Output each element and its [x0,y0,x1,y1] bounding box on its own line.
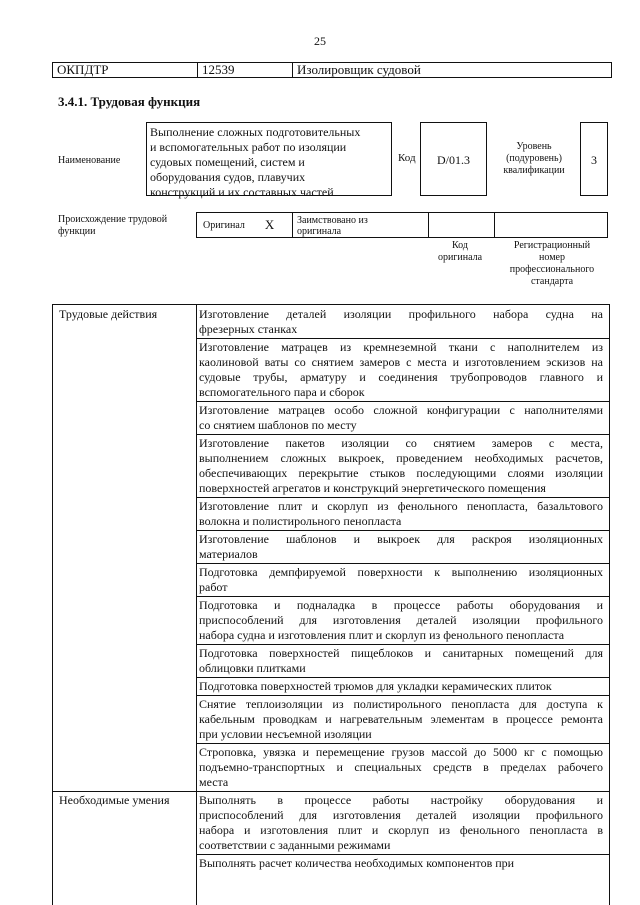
column-divider [196,305,197,905]
row-separator [196,563,609,564]
row-line: Подготовка демпфируемой поверхности к выполнению изоляционных [199,565,603,579]
code-original-line: оригинала [437,252,483,263]
row-line: со снятием шаблонов по месту [199,418,357,432]
row-line: набора судна и изготовления плит и скорлуп из фенольного пенопласта [199,628,565,642]
row-line: Подготовка поверхностей трюмов для укладки керамических плиток [199,679,552,693]
row-line: Изготовление плит и скорлуп из фенольного пенопласта, базальтового [199,499,603,513]
origin-row [196,212,608,238]
row-line: места [199,775,229,789]
registration-cell [495,213,607,237]
row-line: обеспечивающих перекрытие стыков последующими слоями изоляции [199,466,603,480]
level-label-line: квалификации [503,165,565,176]
function-code: D/01.3 [420,122,487,196]
borrowed-line: Заимствовано из [297,215,368,226]
row-line: материалов [199,547,258,561]
table-row [199,499,603,529]
page-number: 25 [314,34,326,48]
row-line: кабельным проводкам и нагревательным элементам в процессе ремонта [199,712,603,726]
original-label: Оригинал [203,219,245,231]
table-row [199,532,603,562]
level-label-line: Уровень [516,141,552,152]
group-label: Необходимые умения [59,793,170,807]
table-row [199,598,603,643]
table-row [199,565,603,595]
section-title: 3.4.1. Трудовая функция [58,94,201,109]
row-separator [196,677,609,678]
table-row [199,646,603,676]
group-label: Трудовые действия [59,307,158,321]
okpdtr-code: 12539 [198,63,293,77]
row-line: Строповка, увязка и перемещение грузов массой до 5000 кг с помощью [199,745,603,759]
registration-line: номер [539,252,565,263]
row-separator [196,530,609,531]
registration-line: Регистрационный [513,240,591,251]
row-line: Изготовление пакетов изоляции со снятием замеров с места, [199,436,603,450]
code-original-line: Код [452,240,468,251]
function-name-line: и вспомогательных работ по изоляции [150,140,347,154]
row-line: при условии несъемной изоляции [199,727,372,741]
row-line: Изготовление шаблонов и выкроек для раскроя изоляционных [199,532,603,546]
origin-original-cell [197,213,293,237]
table-row [199,436,603,496]
code-original-cell [429,213,495,237]
row-line: Выполнять расчет количества необходимых компонентов при [199,856,515,870]
function-name-line: судовых помещений, систем и [150,155,305,169]
table-row [199,745,603,790]
row-line: Подготовка поверхностей пищеблоков и санитарных помещений для [199,646,603,660]
table-row [199,307,603,337]
table-row [199,679,603,694]
origin-label [58,214,198,238]
row-separator [196,401,609,402]
okpdtr-title: Изолировщик судовой [297,63,421,77]
row-separator [196,854,609,855]
borrowed-cell [293,213,429,237]
row-line: судовые трубы, арматуру и соединения трубопроводов главного и [199,370,603,384]
row-line: соответствии с заданными режимами [199,838,391,852]
row-line: выполнением сложных выкроек, проведением необходимых расчетов, [199,451,603,465]
origin-label-line: Происхождение трудовой [58,214,168,225]
borrowed-line: оригинала [297,226,342,237]
row-line: набора и изготовления плит и скорлуп из фенольного пенопласта в [199,823,603,837]
row-line: Изготовление деталей изоляции профильного набора судна на [199,307,603,321]
table-row [199,340,603,400]
group-separator [53,791,609,792]
code-original-label [428,240,492,264]
row-line: Снятие теплоизоляции из полистирольного пенопласта для доступа к [199,697,603,711]
origin-label-line: функции [58,226,96,237]
row-line: приспособлений для изготовления деталей изоляции профильного [199,808,603,822]
name-label: Наименование [58,155,121,166]
qualification-level: 3 [580,122,608,196]
row-separator [196,497,609,498]
table-row [199,856,603,871]
row-separator [196,338,609,339]
registration-label [496,240,608,288]
row-line: облицовки плитками [199,661,306,675]
functions-table [52,304,610,905]
row-separator [196,743,609,744]
row-separator [196,644,609,645]
row-line: Подготовка и подналадка в процессе работы оборудования и [199,598,603,612]
row-separator [196,596,609,597]
registration-line: профессионального [509,264,595,275]
row-line: Изготовление матрацев особо сложной конфигурации с наполнителями [199,403,603,417]
table-row [199,793,603,853]
row-separator [196,434,609,435]
function-name-line: Выполнение сложных подготовительных [150,125,361,139]
function-name-line: оборудования судов, плавучих [150,170,306,184]
original-mark: X [264,217,275,232]
level-label [490,141,578,177]
row-line: Выполнять в процессе работы настройку оборудования и [199,793,603,807]
row-line: Изготовление матрацев из кремнеземной ткани с наполнителем из [199,340,603,354]
okpdtr-label: ОКПДТР [53,63,198,77]
okpdtr-row [52,62,612,78]
row-separator [196,695,609,696]
row-line: подъемно-транспортных и специальных средств в пределах рабочего [199,760,603,774]
row-line: работ [199,580,228,594]
function-name-box [146,122,392,199]
row-line: фрезерных станках [199,322,298,336]
row-line: приспособлений для изготовления деталей изоляции профильного [199,613,603,627]
row-line: каолиновой ваты со снятием замеров с места и изготовлением эскизов на [199,355,603,369]
registration-line: стандарта [530,276,574,287]
row-line: вспомогательного пара и сборок [199,385,365,399]
row-line: волокна и полистирольного пенопласта [199,514,402,528]
row-line: поверхностей агрегатов и конструкций энергетического помещения [199,481,546,495]
table-row [199,403,603,433]
code-label: Код [398,152,416,164]
function-name-line: конструкций и их составных частей [150,185,334,199]
level-label-line: (подуровень) [506,153,562,164]
table-row [199,697,603,742]
